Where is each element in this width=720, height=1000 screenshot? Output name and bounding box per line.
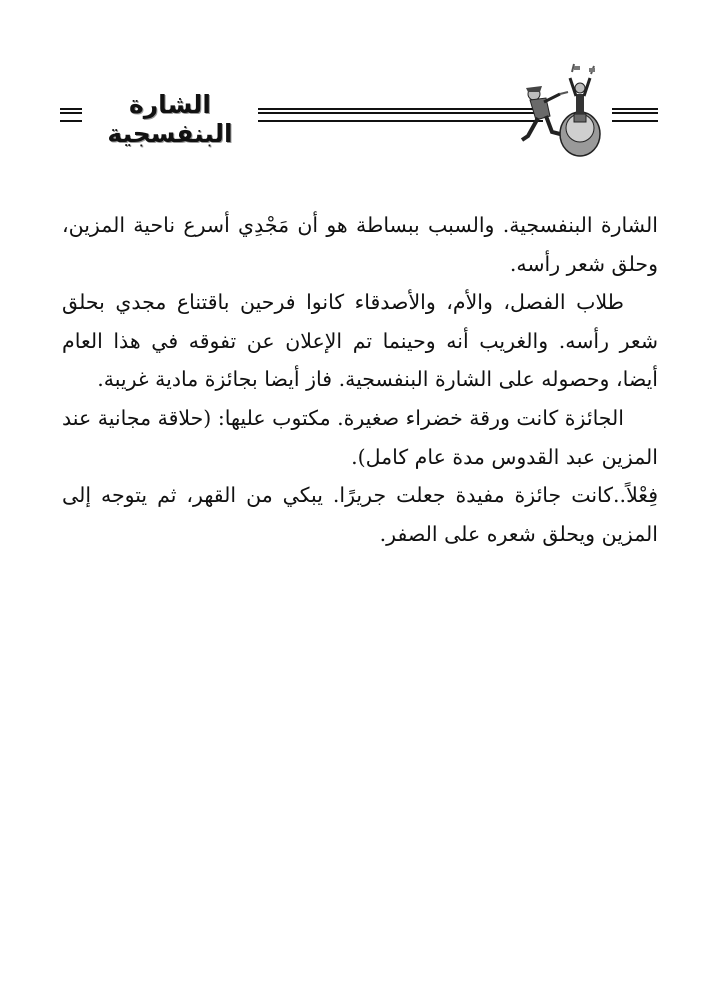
- barber-illustration: [514, 56, 614, 160]
- paragraph-2: طلاب الفصل، والأم، والأصدقاء كانوا فرحين باقتناع مجدي بحلق شعر رأسه. والغريب أنه وحينما تم الإعلان عن تفوقه في هذا العام أيضا، وحصوله على الشارة البنفسجية. فاز أيضا بجائزة مادية غريبة.: [62, 290, 658, 392]
- ornament-rule-right: [612, 108, 658, 122]
- ornament-rule-middle: [258, 108, 543, 122]
- story-text: [62, 206, 658, 553]
- paragraph-1: الشارة البنفسجية. والسبب ببساطة هو أن مَجْدِي أسرع ناحية المزين، وحلق شعر رأسه.: [62, 213, 658, 276]
- ornament-rule-left: [60, 108, 82, 122]
- chapter-title: الشارة البنفسجية: [107, 90, 233, 148]
- chapter-header: [0, 56, 720, 166]
- paragraph-4: فِعْلاً..كانت جائزة مفيدة جعلت جريرًا. يبكي من القهر، ثم يتوجه إلى المزين ويحلق شعره على الصفر.: [62, 483, 658, 546]
- paragraph-3: الجائزة كانت ورقة خضراء صغيرة. مكتوب عليها: (حلاقة مجانية عند المزين عبد القدوس مدة عام كامل).: [62, 405, 658, 469]
